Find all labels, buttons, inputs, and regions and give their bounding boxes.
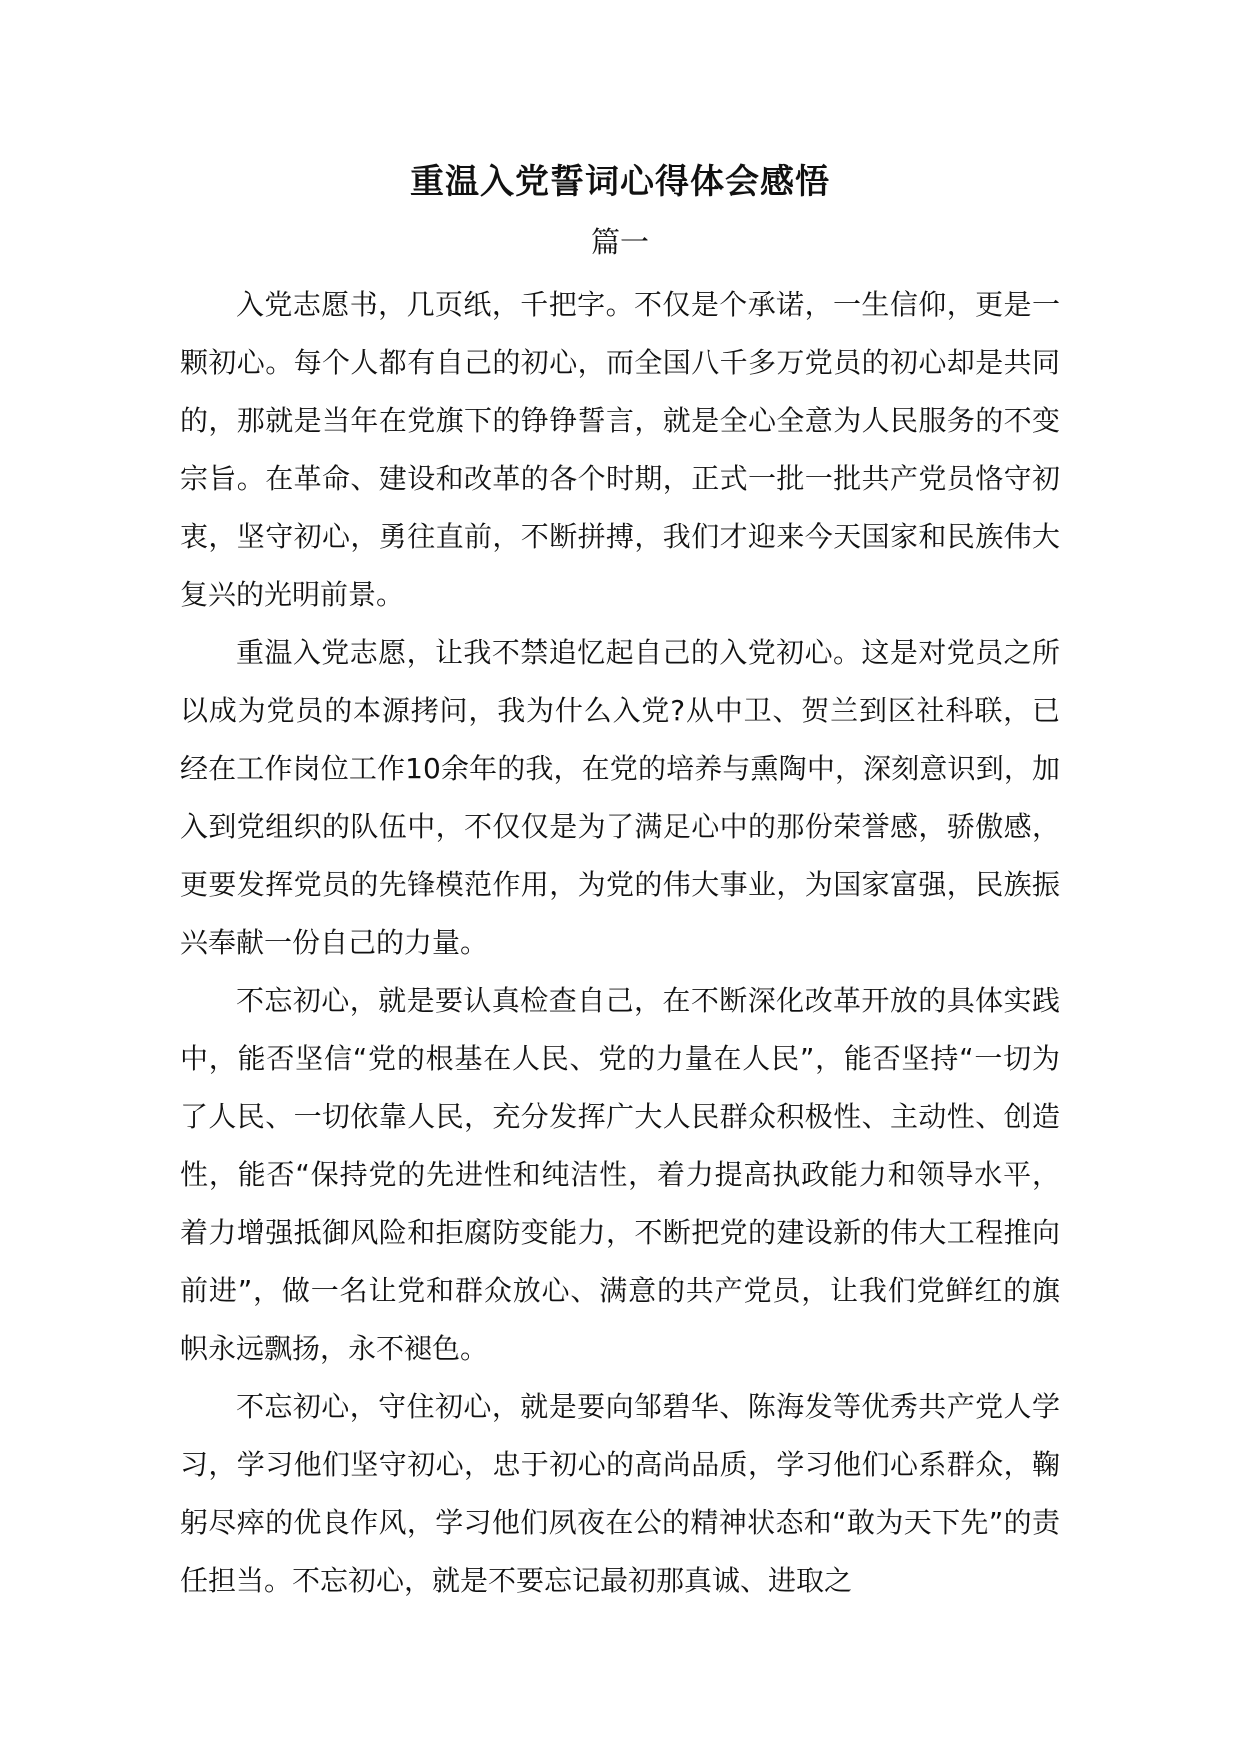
paragraph-2: 重温入党志愿，让我不禁追忆起自己的入党初心。这是对党员之所以成为党员的本源拷问，我为什么入党?从中卫、贺兰到区社科联，已经在工作岗位工作10余年的我，在党的培养与熏陶中，深刻意识到，加入到党组织的队伍中，不仅仅是为了满足心中的那份荣誉感，骄傲感，更要发挥党员的先锋模范作用，为党的伟大事业，为国家富强，民族振兴奉献一份自己的力量。 xyxy=(180,636,1060,959)
paragraph-4: 不忘初心，守住初心，就是要向邹碧华、陈海发等优秀共产党人学习，学习他们坚守初心，忠于初心的高尚品质，学习他们心系群众，鞠躬尽瘁的优良作风，学习他们夙夜在公的精神状态和“敢为天下先”的责任担当。不忘初心，就是不要忘记最初那真诚、进取之 xyxy=(180,1390,1060,1597)
paragraph-1: 入党志愿书，几页纸，千把字。不仅是个承诺，一生信仰，更是一颗初心。每个人都有自己的初心，而全国八千多万党员的初心却是共同的，那就是当年在党旗下的铮铮誓言，就是全心全意为人民服务的不变宗旨。在革命、建设和改革的各个时期，正式一批一批共产党员恪守初衷，坚守初心，勇往直前，不断拼搏，我们才迎来今天国家和民族伟大复兴的光明前景。 xyxy=(180,288,1060,611)
document-body xyxy=(180,276,1060,1610)
paragraph-3: 不忘初心，就是要认真检查自己，在不断深化改革开放的具体实践中，能否坚信“党的根基在人民、党的力量在人民”，能否坚持“一切为了人民、一切依靠人民，充分发挥广大人民群众积极性、主动性、创造性，能否“保持党的先进性和纯洁性，着力提高执政能力和领导水平，着力增强抵御风险和拒腐防变能力，不断把党的建设新的伟大工程推向前进”，做一名让党和群众放心、满意的共产党员，让我们党鲜红的旗帜永远飘扬，永不褪色。 xyxy=(180,984,1060,1365)
document-title: 重温入党誓词心得体会感悟 xyxy=(410,162,830,202)
document-subtitle: 篇一 xyxy=(590,225,649,259)
